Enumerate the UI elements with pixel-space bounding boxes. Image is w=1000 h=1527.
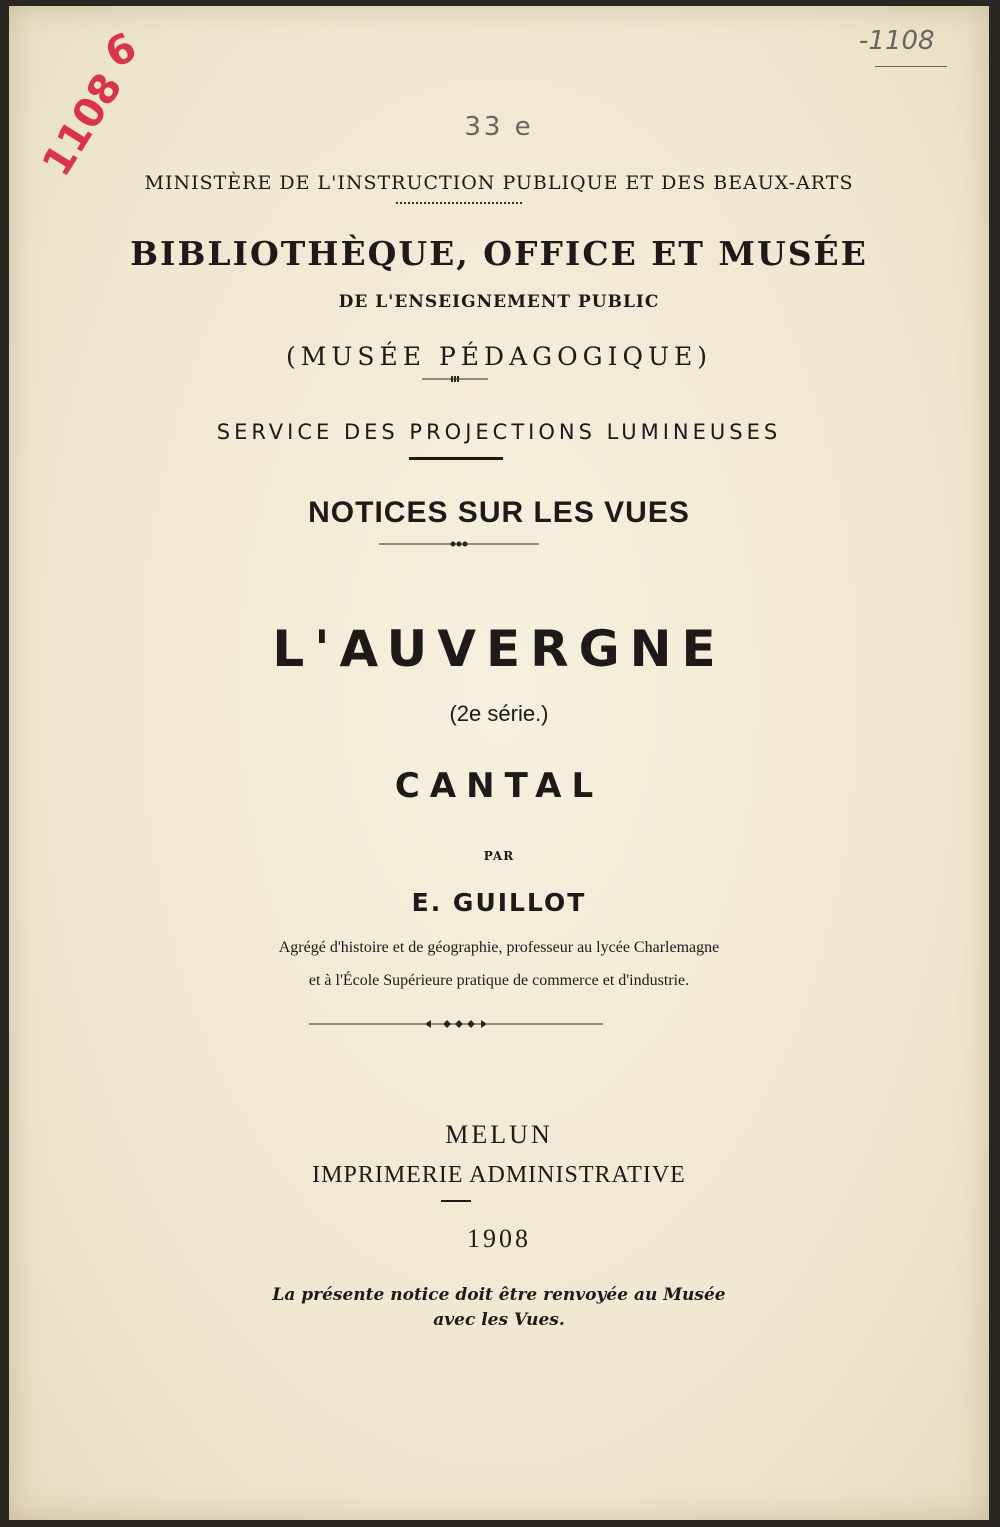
institution-title: BIBLIOTHÈQUE, OFFICE ET MUSÉE bbox=[130, 234, 868, 273]
red-handwritten-number: 6 bbox=[97, 24, 145, 78]
imprint-city: MELUN bbox=[445, 1120, 553, 1149]
red-handwritten-code: 1108 bbox=[33, 65, 132, 185]
notices-heading: NOTICES SUR LES VUES bbox=[308, 496, 690, 529]
author-credential-1: Agrégé d'histoire et de géographie, professeur au lycée Charlemagne bbox=[278, 939, 720, 956]
return-notice-line-1: La présente notice doit être renvoyée au Musée bbox=[272, 1285, 726, 1305]
top-right-underline bbox=[875, 66, 947, 67]
subtitle-cantal: CANTAL bbox=[394, 766, 604, 806]
imprint-rule bbox=[441, 1200, 471, 1202]
institution-subtitle: DE L'ENSEIGNEMENT PUBLIC bbox=[338, 292, 660, 312]
author-credential-2: et à l'École Supérieure pratique de commerce et d'industrie. bbox=[308, 972, 690, 989]
ornament-divider-diamonds bbox=[309, 1018, 603, 1030]
wavy-divider bbox=[396, 202, 522, 204]
return-notice-line-2: avec les Vues. bbox=[433, 1310, 565, 1330]
author-name: E. GUILLOT bbox=[411, 888, 587, 917]
ministry-line: MINISTÈRE DE L'INSTRUCTION PUBLIQUE ET DES BEAUX-ARTS bbox=[144, 172, 854, 194]
by-label: PAR bbox=[483, 849, 515, 863]
top-right-handwritten-code: -1108 bbox=[859, 26, 935, 56]
shelf-mark: 33 e bbox=[464, 112, 534, 142]
document-page bbox=[9, 6, 989, 1520]
ornament-divider-dots bbox=[379, 539, 539, 549]
series-label: (2e série.) bbox=[449, 701, 549, 726]
short-rule bbox=[409, 457, 503, 460]
imprint-printer: IMPRIMERIE ADMINISTRATIVE bbox=[312, 1162, 686, 1188]
ornament-divider-small bbox=[422, 375, 488, 383]
museum-name: (MUSÉE PÉDAGOGIQUE) bbox=[285, 342, 713, 371]
imprint-year: 1908 bbox=[467, 1224, 531, 1253]
main-title: L'AUVERGNE bbox=[272, 620, 726, 678]
service-line: SERVICE DES PROJECTIONS LUMINEUSES bbox=[216, 420, 782, 444]
